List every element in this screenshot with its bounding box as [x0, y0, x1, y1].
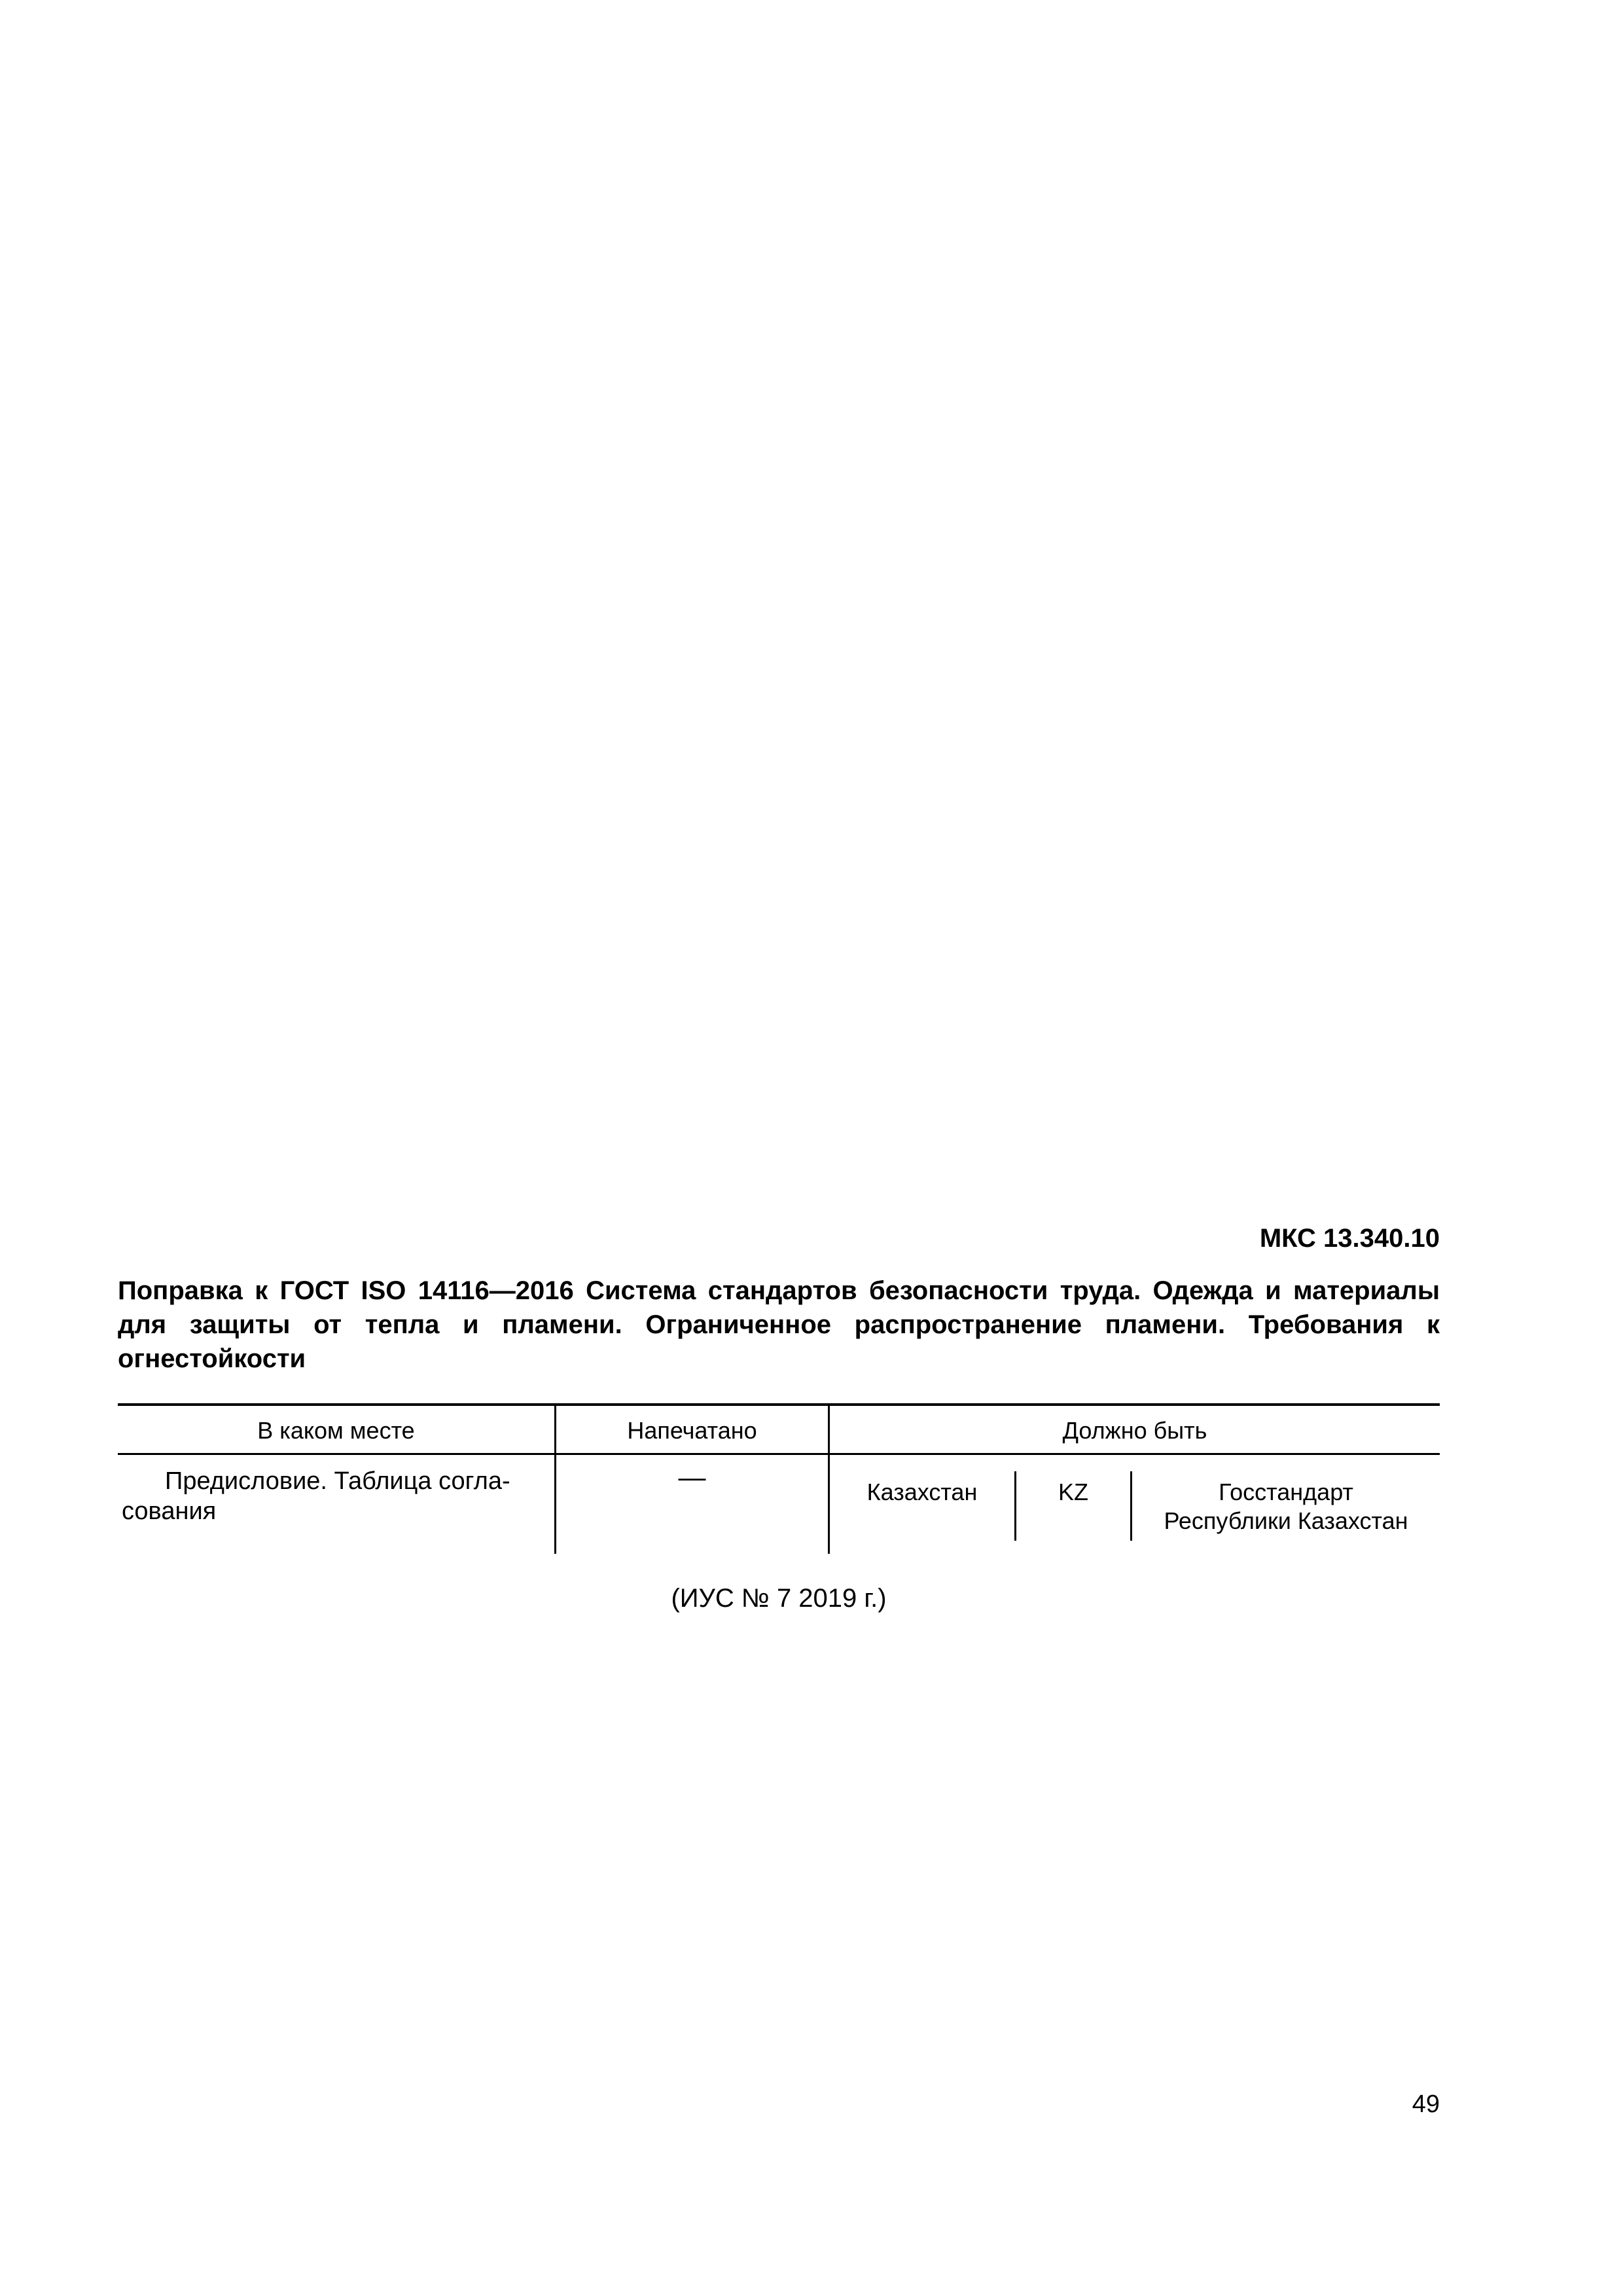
amendment-table: [118, 1403, 1440, 1555]
printed-cell: —: [678, 1462, 706, 1492]
ius-reference: (ИУС № 7 2019 г.): [671, 1584, 887, 1613]
country-cell: Казахстан: [866, 1479, 978, 1505]
body-line-1: Госстандарт: [1219, 1479, 1353, 1505]
mks-code: МКС 13.340.10: [1259, 1224, 1440, 1253]
place-line-1: Предисловие. Таблица согла-: [165, 1467, 510, 1495]
page-number: 49: [1412, 2090, 1440, 2118]
place-line-2: сования: [122, 1498, 217, 1525]
place-cell: [122, 1466, 547, 1526]
table-header-rule: [118, 1453, 1440, 1455]
header-place: В каком месте: [257, 1417, 415, 1444]
body-cell: [1132, 1478, 1440, 1535]
code-cell: KZ: [1058, 1479, 1088, 1505]
header-printed: Напечатано: [627, 1417, 757, 1444]
amendment-title: Поправка к ГОСТ ISO 14116—2016 Система стандартов безопасности труда. Одежда и материалы для защиты от тепла и пламени. Ограниченное распространение пламени. Требования к огнестойкости: [118, 1276, 1440, 1373]
body-line-2: Республики Казахстан: [1164, 1507, 1408, 1534]
table-top-rule: [118, 1403, 1440, 1406]
header-should-be: Должно быть: [1062, 1417, 1207, 1444]
